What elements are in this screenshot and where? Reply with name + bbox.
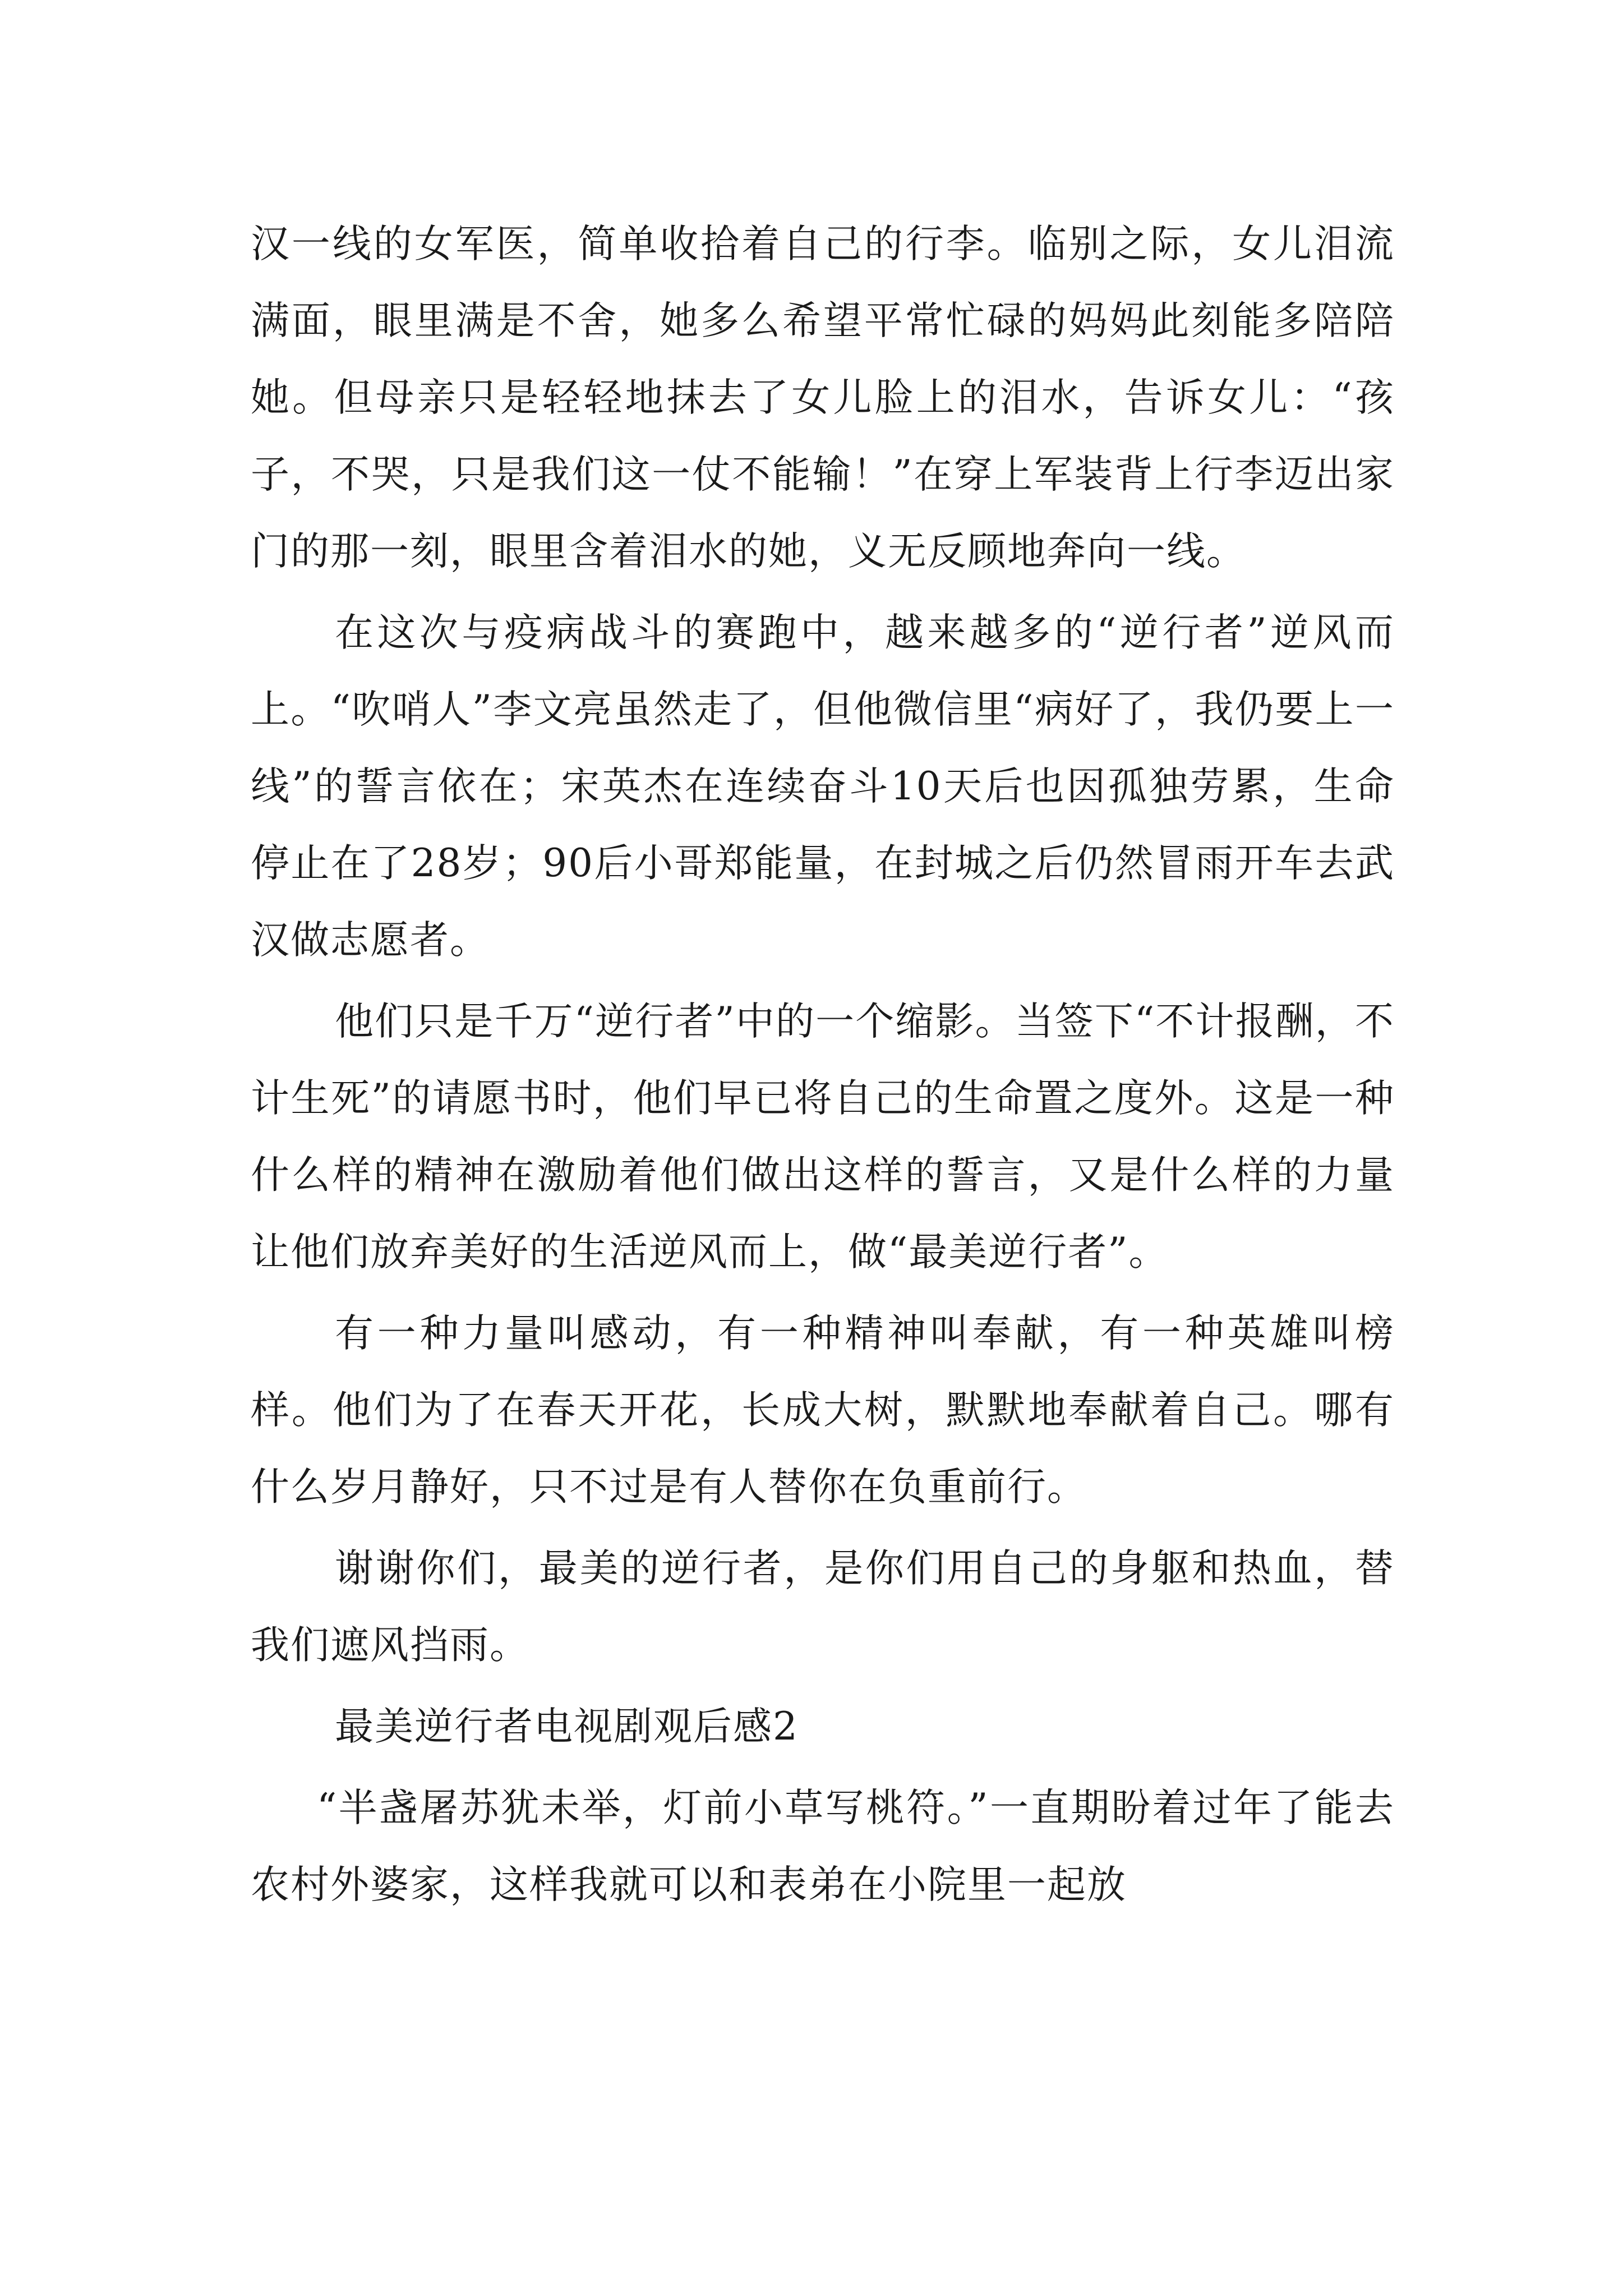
paragraph-4: 有一种力量叫感动，有一种精神叫奉献，有一种英雄叫榜样。他们为了在春天开花，长成大树，默默地奉献着自己。哪有什么岁月静好，只不过是有人替你在负重前行。 <box>251 1311 1395 1510</box>
paragraph-6: “半盏屠苏犹未举，灯前小草写桃符。”一直期盼着过年了能去农村外婆家，这样我就可以和表弟在小院里一起放 <box>251 1786 1395 1907</box>
paragraph-5: 谢谢你们，最美的逆行者，是你们用自己的身躯和热血，替我们遮风挡雨。 <box>251 1546 1395 1668</box>
document-page <box>251 206 1395 1928</box>
paragraph-2: 在这次与疫病战斗的赛跑中，越来越多的“逆行者”逆风而上。“吹哨人”李文亮虽然走了，但他微信里“病好了，我仍要上一线”的誓言依在；宋英杰在连续奋斗10天后也因孤独劳累，生命停止在了28岁；90后小哥郑能量，在封城之后仍然冒雨开车去武汉做志愿者。 <box>251 610 1395 963</box>
paragraph-3: 他们只是千万“逆行者”中的一个缩影。当签下“不计报酬，不计生死”的请愿书时，他们早已将自己的生命置之度外。这是一种什么样的精神在激励着他们做出这样的誓言，又是什么样的力量让他们放弃美好的生活逆风而上，做“最美逆行者”。 <box>251 999 1395 1274</box>
section-heading: 最美逆行者电视剧观后感2 <box>335 1704 799 1749</box>
paragraph-1: 汉一线的女军医，简单收拾着自己的行李。临别之际，女儿泪流满面，眼里满是不舍，她多么希望平常忙碌的妈妈此刻能多陪陪她。但母亲只是轻轻地抹去了女儿脸上的泪水，告诉女儿：“孩子，不哭，只是我们这一仗不能输！”在穿上军装背上行李迈出家门的那一刻，眼里含着泪水的她，义无反顾地奔向一线。 <box>251 222 1395 574</box>
